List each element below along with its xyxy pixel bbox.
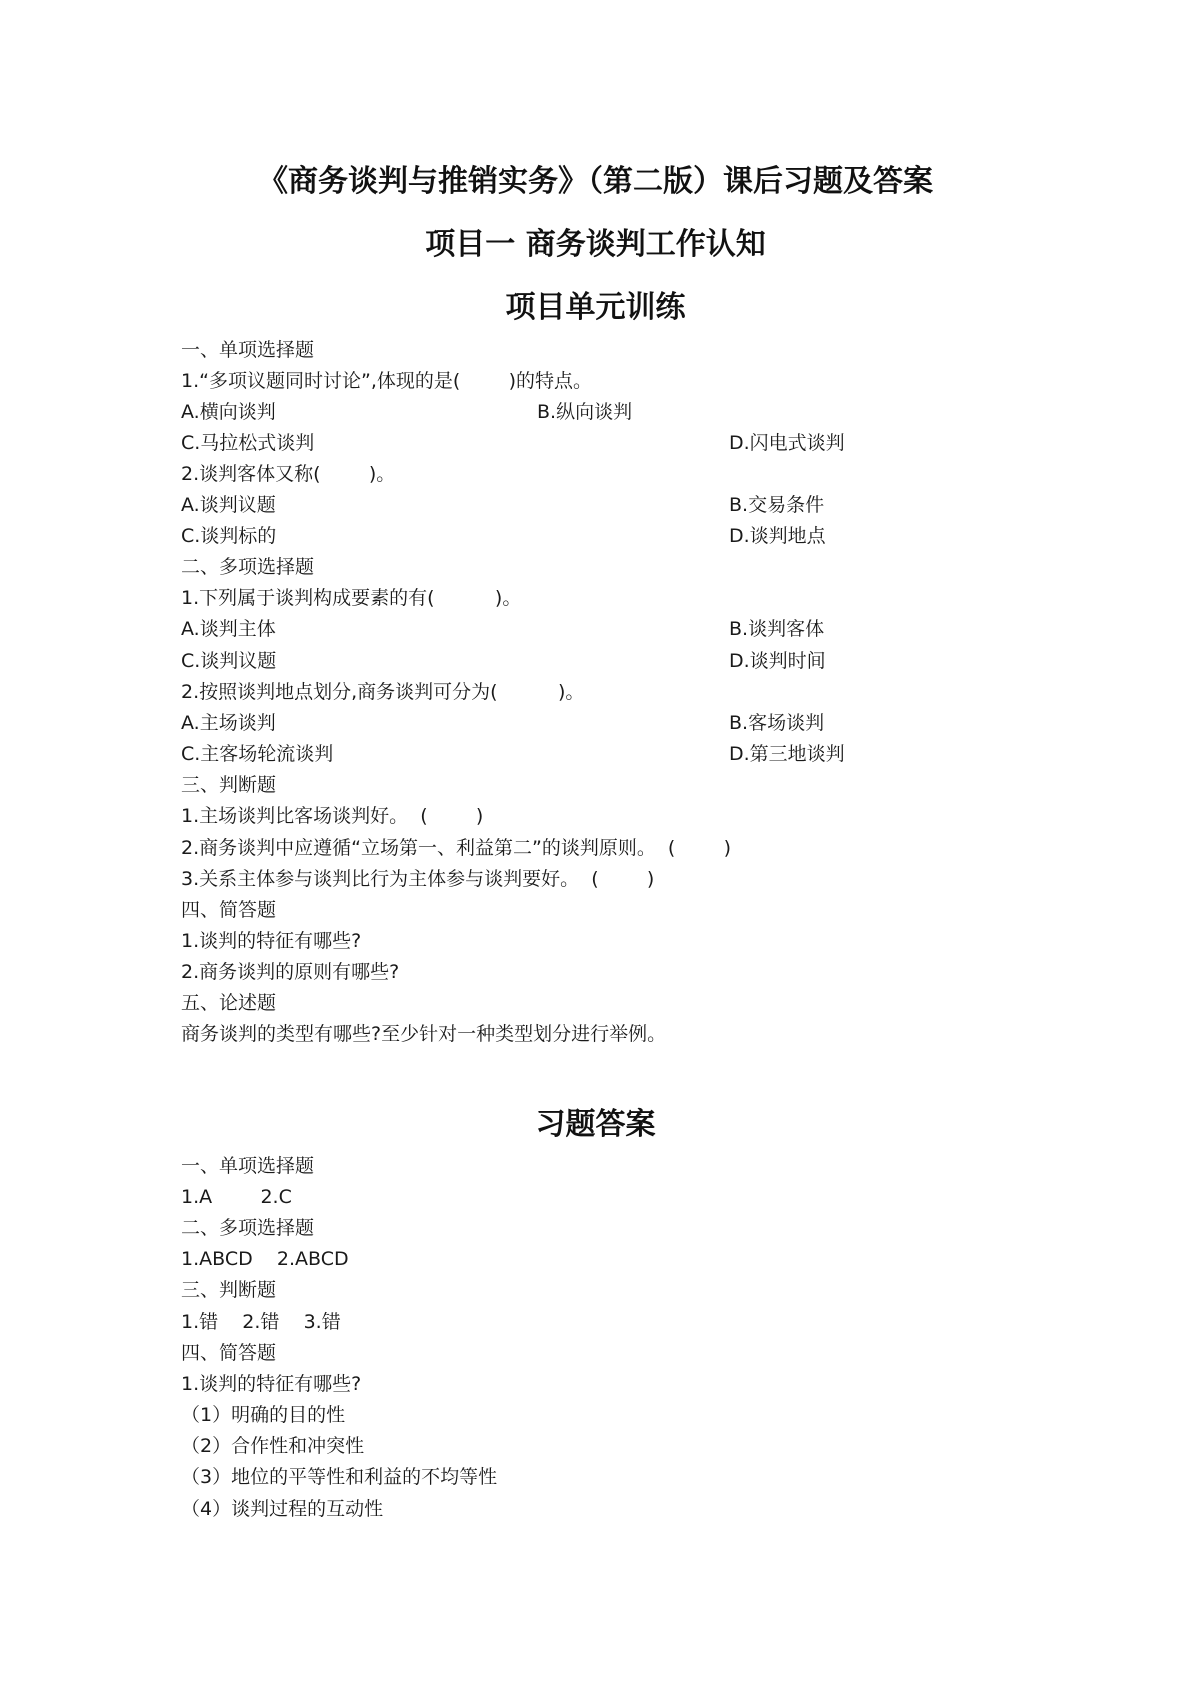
statement-1: 1.主场谈判比客场谈判好。 ( ) (181, 805, 484, 827)
answer-section-true-false: 三、判断题 (181, 1279, 277, 1301)
statement-3: 3.关系主体参与谈判比行为主体参与谈判要好。 ( ) (181, 868, 655, 890)
answer-section-short-answer: 四、简答题 (181, 1342, 277, 1364)
answer-point-3: （3）地位的平等性和利益的不均等性 (181, 1466, 498, 1488)
section-single-choice: 一、单项选择题 (181, 339, 315, 361)
option-a: A.横向谈判 (181, 401, 276, 423)
project-heading: 项目一 商务谈判工作认知 (425, 227, 766, 262)
question-2: 2.按照谈判地点划分,商务谈判可分为( )。 (181, 681, 585, 703)
question-1: 1.“多项议题同时讨论”,体现的是( )的特点。 (181, 370, 592, 392)
option-c: C.主客场轮流谈判 (181, 743, 334, 765)
answer-multi-choice: 1.ABCD 2.ABCD (181, 1248, 349, 1270)
document-title: 《商务谈判与推销实务》（第二版）课后习题及答案 (258, 164, 933, 199)
section-multi-choice: 二、多项选择题 (181, 556, 315, 578)
essay-question: 商务谈判的类型有哪些?至少针对一种类型划分进行举例。 (181, 1023, 667, 1045)
unit-heading: 项目单元训练 (505, 290, 686, 325)
option-b: B.纵向谈判 (537, 401, 633, 423)
option-d: D.谈判时间 (729, 650, 826, 672)
section-true-false: 三、判断题 (181, 774, 277, 796)
answer-point-2: （2）合作性和冲突性 (181, 1435, 365, 1457)
option-b: B.交易条件 (729, 494, 825, 516)
question-2: 2.谈判客体又称( )。 (181, 463, 396, 485)
option-a: A.谈判议题 (181, 494, 276, 516)
option-c: C.马拉松式谈判 (181, 432, 315, 454)
option-b: B.谈判客体 (729, 618, 825, 640)
option-b: B.客场谈判 (729, 712, 825, 734)
answer-true-false: 1.错 2.错 3.错 (181, 1311, 341, 1333)
statement-2: 2.商务谈判中应遵循“立场第一、利益第二”的谈判原则。 ( ) (181, 837, 732, 859)
option-a: A.谈判主体 (181, 618, 276, 640)
answers-heading: 习题答案 (535, 1107, 656, 1142)
option-a: A.主场谈判 (181, 712, 276, 734)
answer-point-1: （1）明确的目的性 (181, 1404, 346, 1426)
section-short-answer: 四、简答题 (181, 899, 277, 921)
answer-short-question-1: 1.谈判的特征有哪些? (181, 1373, 362, 1395)
answer-section-multi-choice: 二、多项选择题 (181, 1217, 315, 1239)
question-1: 1.下列属于谈判构成要素的有( )。 (181, 587, 522, 609)
option-c: C.谈判议题 (181, 650, 277, 672)
answer-single-choice: 1.A 2.C (181, 1186, 292, 1208)
option-d: D.闪电式谈判 (729, 432, 845, 454)
short-question-2: 2.商务谈判的原则有哪些? (181, 961, 400, 983)
answer-section-single-choice: 一、单项选择题 (181, 1155, 315, 1177)
option-d: D.第三地谈判 (729, 743, 845, 765)
option-c: C.谈判标的 (181, 525, 277, 547)
option-d: D.谈判地点 (729, 525, 826, 547)
answer-point-4: （4）谈判过程的互动性 (181, 1498, 384, 1520)
short-question-1: 1.谈判的特征有哪些? (181, 930, 362, 952)
section-essay: 五、论述题 (181, 992, 277, 1014)
